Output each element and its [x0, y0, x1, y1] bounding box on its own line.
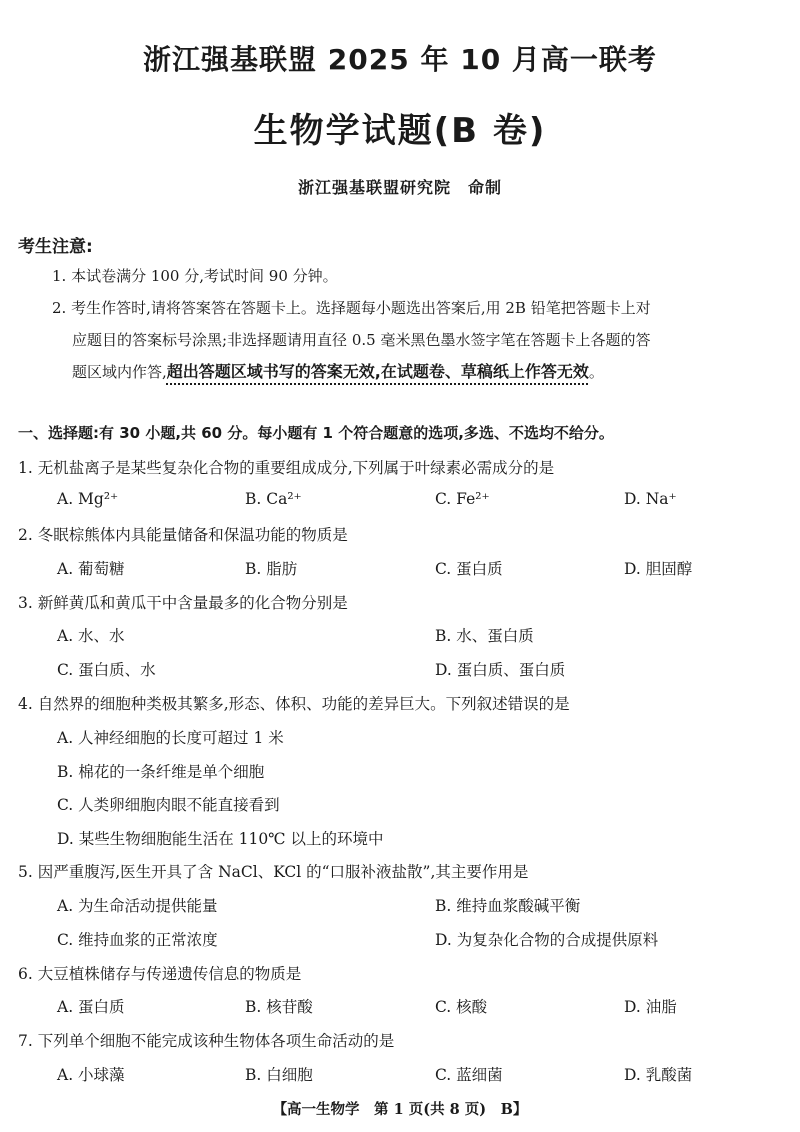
question-option: B. 维持血浆酸碱平衡 [435, 897, 581, 915]
question-option: C. 蛋白质 [435, 560, 503, 578]
question-option: D. 乳酸菌 [624, 1066, 693, 1084]
question-stem: 5. 因严重腹泻,医生开具了含 NaCl、KCl 的“口服补液盐散”,其主要作用是 [18, 863, 529, 881]
question-option: A. 葡萄糖 [57, 560, 125, 578]
question-option: A. 小球藻 [57, 1066, 125, 1084]
notice-title: 考生注意: [18, 237, 93, 257]
exam-header-title: 浙江强基联盟 2025 年 10 月高一联考 [143, 43, 657, 76]
question-option: C. 人类卵细胞肉眼不能直接看到 [57, 796, 280, 814]
question-option: D. 蛋白质、蛋白质 [435, 661, 566, 679]
question-option: A. 人神经细胞的长度可超过 1 米 [57, 729, 284, 747]
question-option: B. 脂肪 [245, 560, 298, 578]
question-option: A. Mg²⁺ [57, 490, 119, 508]
notice-line-2c-text: 题区域内作答, [72, 363, 167, 381]
question-option: A. 为生命活动提供能量 [57, 897, 218, 915]
question-option: B. 核苷酸 [245, 998, 313, 1016]
page-footer: 【高一生物学 第 1 页(共 8 页) B】 [272, 1101, 528, 1118]
question-option: C. 维持血浆的正常浓度 [57, 931, 218, 949]
question-option: B. Ca²⁺ [245, 490, 302, 508]
question-option: D. 油脂 [624, 998, 677, 1016]
question-stem: 6. 大豆植株储存与传递遗传信息的物质是 [18, 965, 302, 983]
question-option: D. 某些生物细胞能生活在 110℃ 以上的环境中 [57, 830, 384, 848]
question-stem: 3. 新鲜黄瓜和黄瓜干中含量最多的化合物分别是 [18, 594, 348, 612]
question-option: D. 胆固醇 [624, 560, 693, 578]
question-option: B. 棉花的一条纤维是单个细胞 [57, 763, 265, 781]
exam-author: 浙江强基联盟研究院 命制 [297, 178, 502, 197]
question-option: C. 蛋白质、水 [57, 661, 156, 679]
notice-line-2c [72, 359, 604, 382]
notice-emphasis: 超出答题区域书写的答案无效,在试题卷、草稿纸上作答无效 [166, 362, 589, 381]
question-option: C. 核酸 [435, 998, 488, 1016]
exam-subject-title: 生物学试题(B 卷) [253, 111, 547, 151]
question-stem: 4. 自然界的细胞种类极其繁多,形态、体积、功能的差异巨大。下列叙述错误的是 [18, 695, 570, 713]
notice-line-2a: 2. 考生作答时,请将答案答在答题卡上。选择题每小题选出答案后,用 2B 铅笔把答题卡上对 [52, 299, 651, 317]
question-stem: 7. 下列单个细胞不能完成该种生物体各项生命活动的是 [18, 1032, 395, 1050]
notice-line-2b: 应题目的答案标号涂黑;非选择题请用直径 0.5 毫米黑色墨水签字笔在答题卡上各题的答 [72, 331, 651, 349]
question-stem: 2. 冬眠棕熊体内具能量储备和保温功能的物质是 [18, 526, 348, 544]
section-title: 一、选择题:有 30 小题,共 60 分。每小题有 1 个符合题意的选项,多选、不选均不给分。 [18, 424, 614, 442]
question-option: A. 水、水 [57, 627, 125, 645]
question-stem: 1. 无机盐离子是某些复杂化合物的重要组成成分,下列属于叶绿素必需成分的是 [18, 459, 555, 477]
question-option: C. 蓝细菌 [435, 1066, 503, 1084]
question-option: D. 为复杂化合物的合成提供原料 [435, 931, 659, 949]
question-option: A. 蛋白质 [57, 998, 125, 1016]
question-option: D. Na⁺ [624, 490, 677, 508]
question-option: C. Fe²⁺ [435, 490, 490, 508]
question-option: B. 白细胞 [245, 1066, 313, 1084]
question-option: B. 水、蛋白质 [435, 627, 534, 645]
notice-line-1: 1. 本试卷满分 100 分,考试时间 90 分钟。 [52, 267, 338, 285]
notice-line-2c-end: 。 [588, 363, 604, 381]
